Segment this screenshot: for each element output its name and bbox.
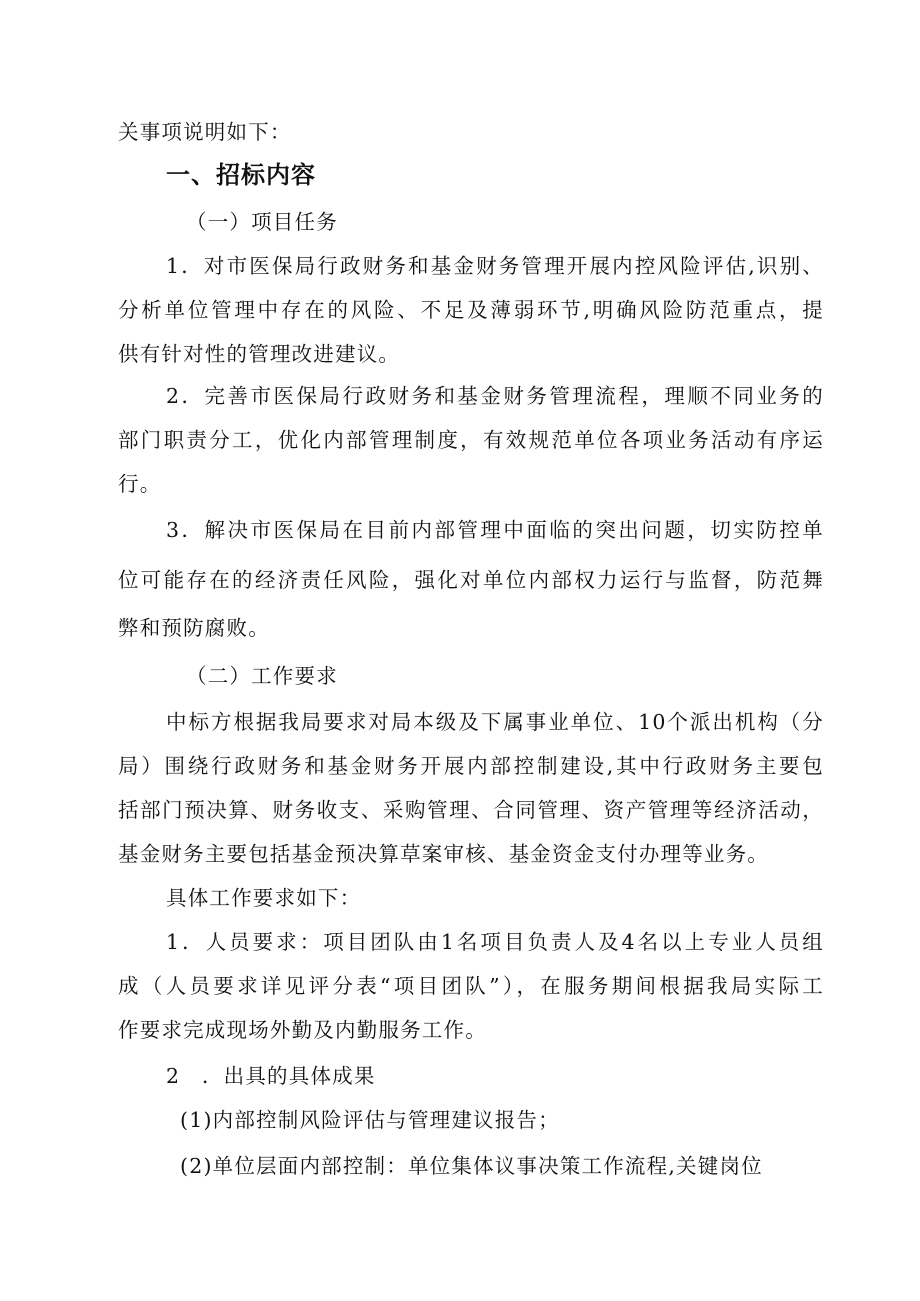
paragraph-line: 2．完善市医保局行政财务和基金财务管理流程，理顺不同业务的 bbox=[166, 384, 824, 408]
subsection-heading: （二）工作要求 bbox=[186, 664, 338, 688]
paragraph-line: 中标方根据我局要求对局本级及下属事业单位、10个派出机构（分 bbox=[166, 710, 824, 734]
paragraph-line: 括部门预决算、财务收支、采购管理、合同管理、资产管理等经济活动， bbox=[118, 798, 824, 822]
section-heading: 一、招标内容 bbox=[166, 161, 316, 189]
subsection-heading: （一）项目任务 bbox=[186, 210, 338, 234]
paragraph-line: 成（人员要求详见评分表“项目团队”），在服务期间根据我局实际工 bbox=[118, 974, 824, 998]
paragraph-line: 1．人员要求：项目团队由1名项目负责人及4名以上专业人员组 bbox=[166, 930, 824, 954]
text-line: 关事项说明如下： bbox=[118, 120, 292, 144]
paragraph-line: 3．解决市医保局在目前内部管理中面临的突出问题，切实防控单 bbox=[166, 518, 824, 542]
paragraph-line: 部门职责分工，优化内部管理制度，有效规范单位各项业务活动有序运 bbox=[118, 428, 824, 452]
paragraph-line: 弊和预防腐败。 bbox=[118, 616, 270, 640]
paragraph-line: 位可能存在的经济责任风险，强化对单位内部权力运行与监督，防范舞 bbox=[118, 568, 824, 592]
paragraph-line: 基金财务主要包括基金预决算草案审核、基金资金支付办理等业务。 bbox=[118, 842, 769, 866]
paragraph-line: 分析单位管理中存在的风险、不足及薄弱环节,明确风险防范重点，提 bbox=[118, 298, 824, 322]
paragraph-line: 局）围绕行政财务和基金财务开展内部控制建设,其中行政财务主要包 bbox=[118, 754, 824, 778]
paragraph-line: 行。 bbox=[118, 472, 162, 496]
paragraph-line: 供有针对性的管理改进建议。 bbox=[118, 342, 401, 366]
paragraph-line: 作要求完成现场外勤及内勤服务工作。 bbox=[118, 1018, 487, 1042]
list-item: (1)内部控制风险评估与管理建议报告； bbox=[180, 1108, 560, 1132]
paragraph-line: 具体工作要求如下： bbox=[166, 886, 362, 910]
paragraph-line: 1．对市医保局行政财务和基金财务管理开展内控风险评估,识别、 bbox=[166, 254, 824, 278]
list-item: (2)单位层面内部控制：单位集体议事决策工作流程,关键岗位 bbox=[180, 1154, 763, 1178]
list-heading: 2 ．出具的具体成果 bbox=[166, 1064, 376, 1088]
